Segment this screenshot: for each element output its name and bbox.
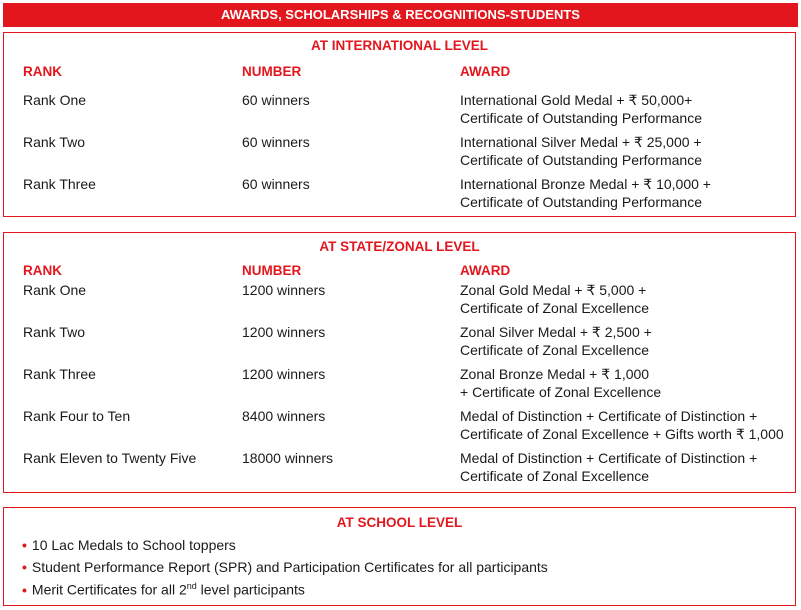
number-cell: 1200 winners (242, 282, 326, 298)
school-level-section (3, 507, 796, 606)
bullet-icon: • (22, 581, 27, 598)
award-cell-line1: International Gold Medal + ₹ 50,000+ (460, 92, 693, 108)
number-cell: 1200 winners (242, 324, 326, 340)
rank-cell: Rank One (23, 92, 87, 108)
award-cell-line2: Certificate of Zonal Excellence + Gifts worth ₹ 1,000 (460, 426, 784, 442)
number-cell: 18000 winners (242, 450, 334, 466)
award-cell-line1: Zonal Gold Medal + ₹ 5,000 + (460, 282, 647, 298)
page-banner: AWARDS, SCHOLARSHIPS & RECOGNITIONS-STUDENTS (3, 3, 798, 27)
award-cell-line2: + Certificate of Zonal Excellence (460, 384, 662, 400)
bullet-icon: • (22, 537, 27, 553)
award-cell-line1: Medal of Distinction + Certificate of Distinction + (460, 408, 758, 424)
number-header: NUMBER (242, 64, 302, 79)
award-header: AWARD (460, 263, 511, 278)
rank-header: RANK (23, 64, 62, 79)
award-cell-line2: Certificate of Zonal Excellence (460, 468, 650, 484)
award-cell-line1: Medal of Distinction + Certificate of Distinction + (460, 450, 758, 466)
ordinal-suffix: nd (186, 581, 197, 591)
number-cell: 8400 winners (242, 408, 326, 424)
rank-cell: Rank Four to Ten (23, 408, 131, 424)
award-cell-line2: Certificate of Zonal Excellence (460, 300, 650, 316)
award-cell-line2: Certificate of Outstanding Performance (460, 152, 703, 168)
rank-cell: Rank Eleven to Twenty Five (23, 450, 197, 466)
list-item (22, 559, 548, 575)
list-item-text: Merit Certificates for all 2 (31, 581, 187, 598)
rank-cell: Rank Three (23, 176, 96, 192)
bullet-icon: • (22, 559, 27, 575)
number-cell: 60 winners (242, 92, 310, 108)
award-cell-line1: International Bronze Medal + ₹ 10,000 + (460, 176, 711, 192)
number-cell: 60 winners (242, 134, 310, 150)
list-item (22, 581, 305, 598)
rank-cell: Rank One (23, 282, 87, 298)
rank-header: RANK (23, 263, 62, 278)
list-item-text-end: level participants (196, 581, 305, 598)
award-cell-line1: Zonal Bronze Medal + ₹ 1,000 (460, 366, 650, 382)
international-level-section (3, 32, 796, 217)
number-cell: 60 winners (242, 176, 310, 192)
rank-cell: Rank Two (23, 324, 85, 340)
number-header: NUMBER (242, 263, 302, 278)
international-level-title: AT INTERNATIONAL LEVEL (311, 38, 488, 53)
award-cell-line1: International Silver Medal + ₹ 25,000 + (460, 134, 702, 150)
zonal-level-section (3, 232, 796, 493)
list-item (22, 537, 236, 553)
rank-cell: Rank Two (23, 134, 85, 150)
rank-cell: Rank Three (23, 366, 96, 382)
list-item-text: Student Performance Report (SPR) and Participation Certificates for all participants (31, 559, 548, 575)
award-cell-line2: Certificate of Outstanding Performance (460, 110, 703, 126)
award-header: AWARD (460, 64, 511, 79)
award-cell-line2: Certificate of Zonal Excellence (460, 342, 650, 358)
award-cell-line1: Zonal Silver Medal + ₹ 2,500 + (460, 324, 652, 340)
zonal-level-title: AT STATE/ZONAL LEVEL (319, 239, 480, 254)
number-cell: 1200 winners (242, 366, 326, 382)
award-cell-line2: Certificate of Outstanding Performance (460, 194, 703, 210)
school-level-title: AT SCHOOL LEVEL (336, 515, 463, 530)
list-item-text: 10 Lac Medals to School toppers (31, 537, 236, 553)
